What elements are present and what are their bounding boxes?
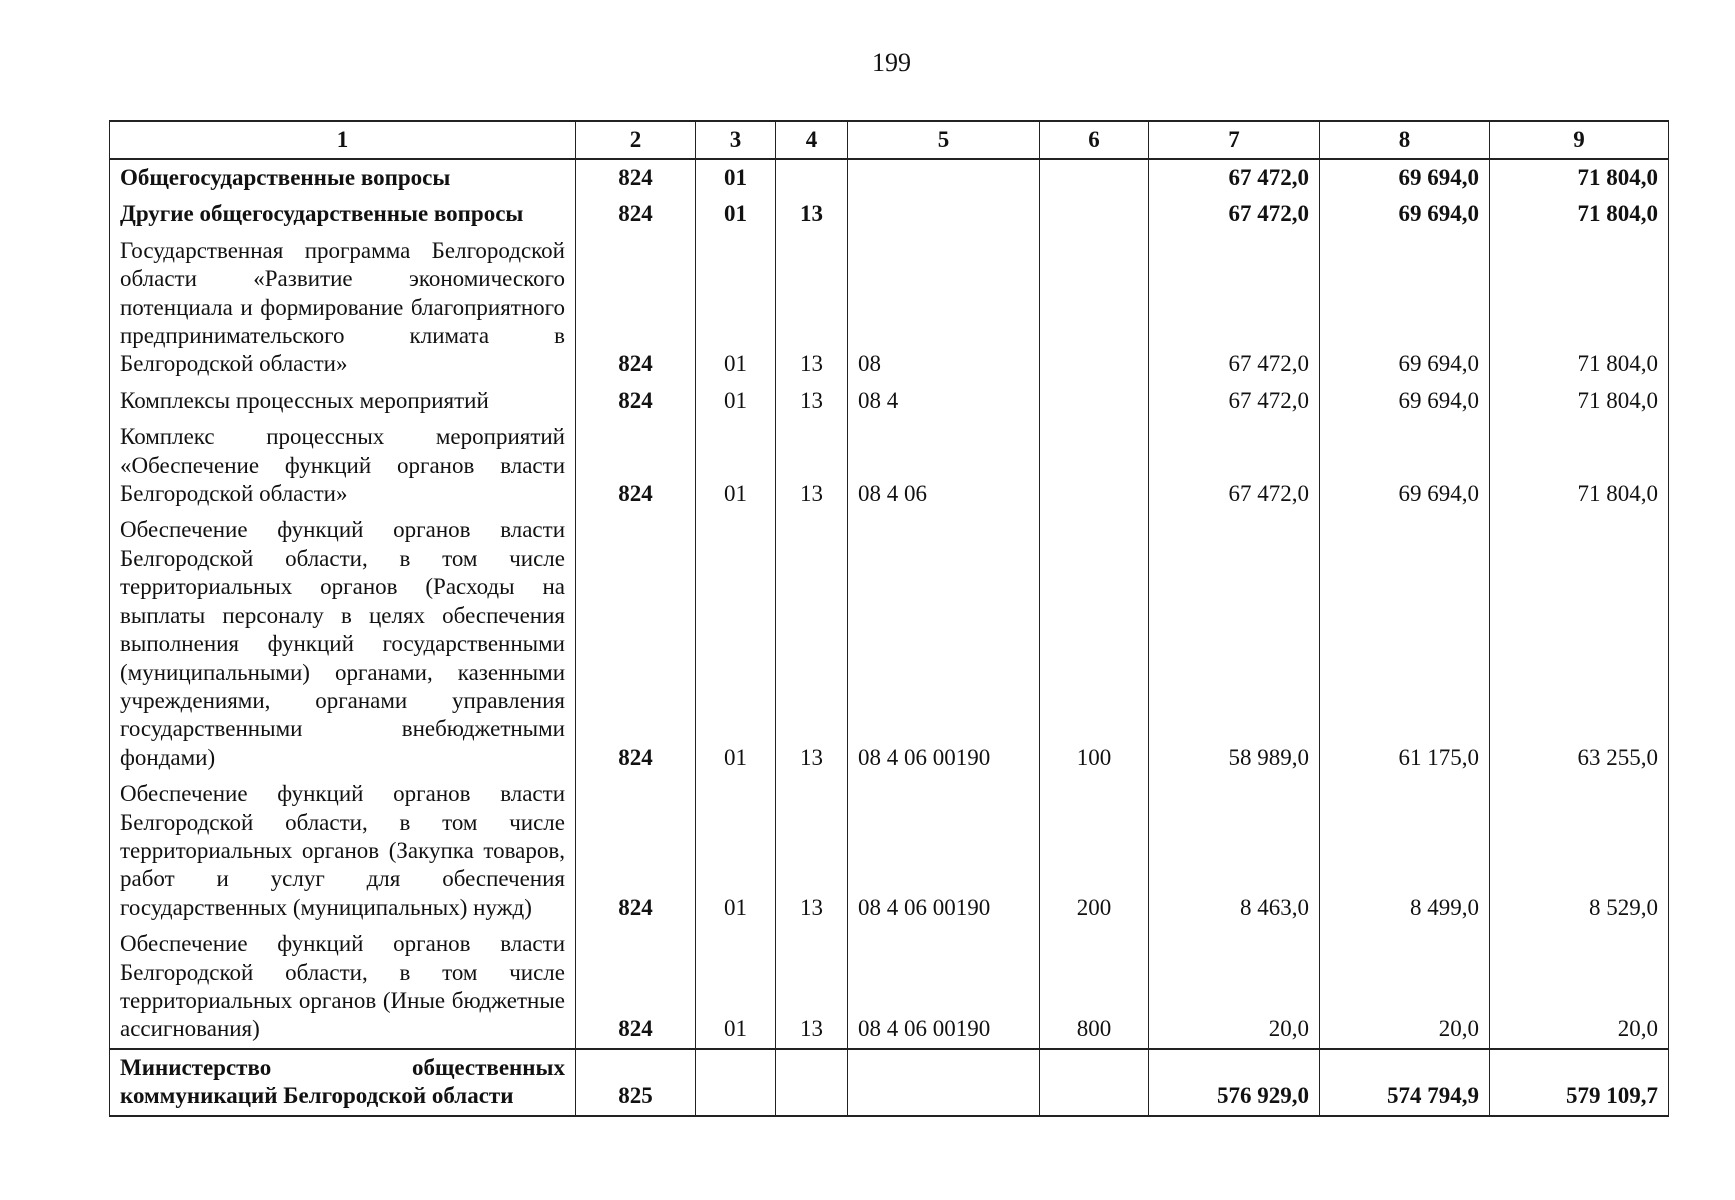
- cell-col4: [776, 159, 848, 196]
- cell-col5: 08 4: [848, 383, 1040, 419]
- column-header: 7: [1149, 121, 1320, 159]
- cell-col9: 71 804,0: [1490, 233, 1669, 383]
- cell-col2: 824: [576, 776, 696, 926]
- row-name: Комплексы процессных мероприятий: [110, 383, 576, 419]
- page-number: 199: [872, 48, 911, 77]
- table-row: [110, 233, 1669, 383]
- column-header: 2: [576, 121, 696, 159]
- cell-col5: [848, 196, 1040, 232]
- cell-col4: 13: [776, 196, 848, 232]
- row-name: Обеспечение функций органов власти Белгородской области, в том числе территориальных органов (Расходы на выплаты персоналу в целях обеспечения выполнения функций государственными (муниципальными) органами, казенными учреждениями, органами управления государственными внебюджетными фондами): [110, 512, 576, 776]
- cell-col8: 8 499,0: [1320, 776, 1490, 926]
- table-row: [110, 419, 1669, 512]
- cell-col6: 200: [1040, 776, 1149, 926]
- cell-col2: 824: [576, 233, 696, 383]
- table-row: [110, 926, 1669, 1049]
- cell-col2: 825: [576, 1049, 696, 1116]
- column-header: 8: [1320, 121, 1490, 159]
- row-name: Общегосударственные вопросы: [110, 159, 576, 196]
- budget-table: [109, 120, 1669, 1117]
- cell-col5: 08: [848, 233, 1040, 383]
- row-name: Обеспечение функций органов власти Белгородской области, в том числе территориальных органов (Иные бюджетные ассигнования): [110, 926, 576, 1049]
- row-name: Министерство общественных коммуникаций Белгородской области: [110, 1049, 576, 1116]
- row-name: Государственная программа Белгородской области «Развитие экономического потенциала и формирование благоприятного предпринимательского климата в Белгородской области»: [110, 233, 576, 383]
- cell-col4: 13: [776, 383, 848, 419]
- cell-col5: 08 4 06: [848, 419, 1040, 512]
- cell-col4: 13: [776, 926, 848, 1049]
- cell-col2: 824: [576, 512, 696, 776]
- cell-col9: 20,0: [1490, 926, 1669, 1049]
- cell-col6: [1040, 159, 1149, 196]
- cell-col3: 01: [696, 776, 776, 926]
- cell-col7: 67 472,0: [1149, 383, 1320, 419]
- cell-col8: 69 694,0: [1320, 419, 1490, 512]
- cell-col5: [848, 159, 1040, 196]
- column-header: 4: [776, 121, 848, 159]
- table-row: [110, 196, 1669, 232]
- cell-col8: 574 794,9: [1320, 1049, 1490, 1116]
- cell-col5: 08 4 06 00190: [848, 776, 1040, 926]
- cell-col9: 71 804,0: [1490, 196, 1669, 232]
- cell-col2: 824: [576, 926, 696, 1049]
- cell-col2: 824: [576, 383, 696, 419]
- cell-col4: 13: [776, 233, 848, 383]
- cell-col3: 01: [696, 383, 776, 419]
- cell-col7: 20,0: [1149, 926, 1320, 1049]
- cell-col9: 8 529,0: [1490, 776, 1669, 926]
- cell-col5: 08 4 06 00190: [848, 512, 1040, 776]
- cell-col2: 824: [576, 196, 696, 232]
- cell-col7: 576 929,0: [1149, 1049, 1320, 1116]
- cell-col3: 01: [696, 159, 776, 196]
- table-row: [110, 159, 1669, 196]
- cell-col8: 20,0: [1320, 926, 1490, 1049]
- cell-col3: 01: [696, 926, 776, 1049]
- cell-col8: 61 175,0: [1320, 512, 1490, 776]
- column-header: 9: [1490, 121, 1669, 159]
- cell-col8: 69 694,0: [1320, 233, 1490, 383]
- row-name: Другие общегосударственные вопросы: [110, 196, 576, 232]
- cell-col9: 71 804,0: [1490, 383, 1669, 419]
- cell-col6: [1040, 233, 1149, 383]
- cell-col4: 13: [776, 776, 848, 926]
- cell-col9: 63 255,0: [1490, 512, 1669, 776]
- cell-col6: 800: [1040, 926, 1149, 1049]
- cell-col8: 69 694,0: [1320, 159, 1490, 196]
- row-name: Комплекс процессных мероприятий «Обеспечение функций органов власти Белгородской области»: [110, 419, 576, 512]
- cell-col8: 69 694,0: [1320, 196, 1490, 232]
- cell-col3: [696, 1049, 776, 1116]
- cell-col2: 824: [576, 419, 696, 512]
- table-row: [110, 1049, 1669, 1116]
- cell-col3: 01: [696, 233, 776, 383]
- cell-col7: 8 463,0: [1149, 776, 1320, 926]
- table-row: [110, 383, 1669, 419]
- column-header: 1: [110, 121, 576, 159]
- cell-col6: [1040, 1049, 1149, 1116]
- row-name: Обеспечение функций органов власти Белгородской области, в том числе территориальных органов (Закупка товаров, работ и услуг для обеспечения государственных (муниципальных) нужд): [110, 776, 576, 926]
- cell-col4: [776, 1049, 848, 1116]
- header-row: [110, 121, 1669, 159]
- cell-col7: 67 472,0: [1149, 233, 1320, 383]
- table-row: [110, 776, 1669, 926]
- table-row: [110, 512, 1669, 776]
- column-header: 3: [696, 121, 776, 159]
- cell-col9: 579 109,7: [1490, 1049, 1669, 1116]
- cell-col3: 01: [696, 419, 776, 512]
- cell-col6: [1040, 383, 1149, 419]
- cell-col6: [1040, 419, 1149, 512]
- cell-col3: 01: [696, 196, 776, 232]
- cell-col4: 13: [776, 419, 848, 512]
- column-header: 6: [1040, 121, 1149, 159]
- cell-col2: 824: [576, 159, 696, 196]
- cell-col7: 67 472,0: [1149, 196, 1320, 232]
- cell-col7: 67 472,0: [1149, 419, 1320, 512]
- cell-col9: 71 804,0: [1490, 419, 1669, 512]
- cell-col3: 01: [696, 512, 776, 776]
- cell-col7: 67 472,0: [1149, 159, 1320, 196]
- cell-col9: 71 804,0: [1490, 159, 1669, 196]
- cell-col5: [848, 1049, 1040, 1116]
- cell-col7: 58 989,0: [1149, 512, 1320, 776]
- cell-col5: 08 4 06 00190: [848, 926, 1040, 1049]
- cell-col6: 100: [1040, 512, 1149, 776]
- column-header: 5: [848, 121, 1040, 159]
- cell-col8: 69 694,0: [1320, 383, 1490, 419]
- cell-col4: 13: [776, 512, 848, 776]
- cell-col6: [1040, 196, 1149, 232]
